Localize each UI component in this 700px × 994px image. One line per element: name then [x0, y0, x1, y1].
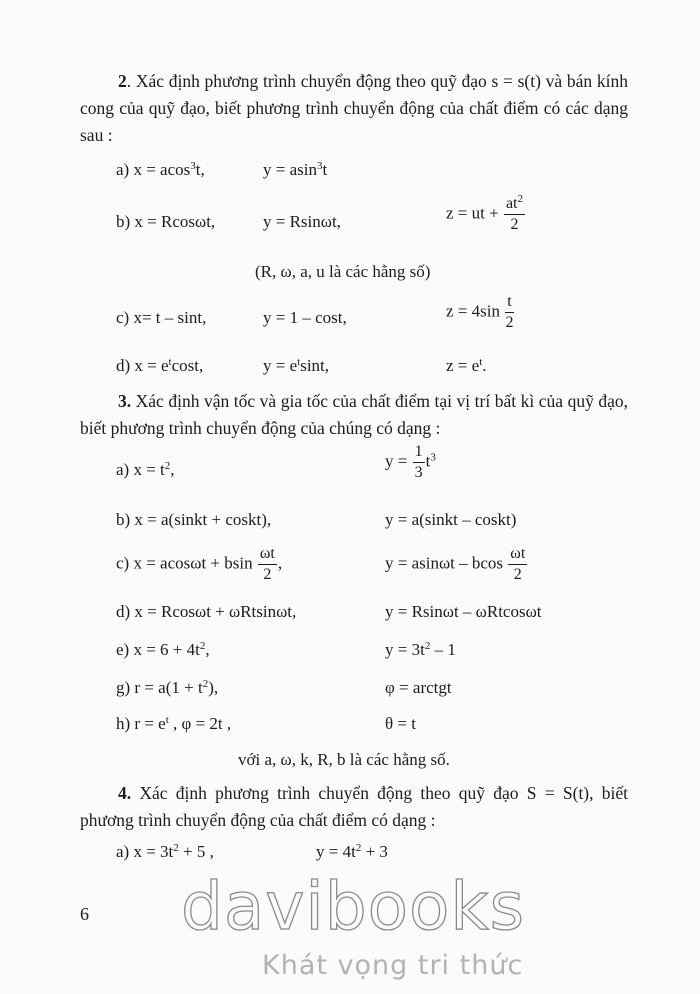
problem-2d-z: $z = e^t$. — [446, 356, 487, 375]
problem-3-number: 3. — [118, 391, 132, 411]
problem-2-statement — [80, 68, 628, 149]
problem-2-number: 2 — [118, 71, 127, 91]
problem-2c-x: c) x= t – sint, — [116, 308, 207, 327]
problem-3g-y: φ = arctgt — [385, 678, 452, 697]
problem-3a-x: a) $x = t^2$, — [116, 460, 175, 479]
problem-2d-x: d) $x = e^t\cos t$, — [116, 356, 204, 375]
problem-4a-y: $y = 4t^2 + 3$ — [316, 842, 388, 861]
problem-4-text: Xác định phương trình chuyển động theo quỹ đạo S = S(t), biết phương trình chuyển động của chất điểm có dạng : — [80, 783, 628, 830]
problem-3c-y: y = asinωt – bcos $\frac{\omega t}{2}$ — [385, 545, 526, 583]
fraction-t-over-2: $\frac{t}{2}$ — [505, 293, 514, 331]
problem-2b-y: y = Rsinωt, — [263, 212, 341, 231]
problem-2c-z: z = 4sin $\frac{t}{2}$ — [446, 293, 514, 331]
problem-3e-y: $y = 3t^2 - 1$ — [385, 640, 456, 659]
problem-2-text: . Xác định phương trình chuyển động theo quỹ đạo s = s(t) và bán kính cong của quỹ đạo, biết phương trình chuyển động của chất điểm có các dạng sau : — [80, 71, 628, 145]
fraction-1-over-3: $\frac{1}{3}$ — [414, 443, 423, 481]
problem-3g-x: g) $r = a(1 + t^2)$, — [116, 678, 219, 697]
problem-3h-y: θ = t — [385, 714, 416, 733]
problem-2a-y: y = asin$^3$t — [263, 160, 328, 179]
problem-3h-x: h) $r = e^t$ , φ = 2t , — [116, 714, 232, 733]
problem-2c-y: y = 1 – cost, — [263, 308, 347, 327]
problem-2d-y: $y = e^t\sin t$, — [263, 356, 330, 375]
problem-3e-x: e) $x = 6 + 4t^2$, — [116, 640, 210, 659]
problem-3c-x: c) x = acosωt + bsin $\frac{\omega t}{2}$ , — [116, 545, 283, 583]
problem-3-text: Xác định vận tốc và gia tốc của chất điểm tại vị trí bất kì của quỹ đạo, biết phương trình chuyển động của chúng có dạng : — [80, 391, 628, 438]
fraction-at2-over-2: $\frac{at^2}{2}$ — [505, 193, 523, 233]
problem-2b-z: z = ut + $\frac{at^2}{2}$ — [446, 193, 523, 233]
problem-3b-y: y = a(sinkt – coskt) — [385, 510, 517, 529]
problem-2b-x: b) x = Rcosωt, — [116, 212, 216, 231]
problem-4a-x: a) $x = 3t^2 + 5$ , — [116, 842, 214, 861]
problem-3a-y: y = $\frac{1}{3}$ $t^3$ — [385, 443, 436, 481]
fraction-omega-t-over-2: $\frac{\omega t}{2}$ — [510, 545, 526, 583]
watermark-slogan: Khát vọng tri thức — [262, 950, 524, 981]
problem-3d-y: y = Rsinωt – ωRtcosωt — [385, 602, 542, 621]
problem-3d-x: d) x = Rcosωt + ωRtsinωt, — [116, 602, 297, 621]
problem-3-constants-note: với a, ω, k, R, b là các hằng số. — [238, 750, 450, 769]
problem-2a-x: a) x = acos$^3$t, — [116, 160, 205, 179]
fraction-omega-t-over-2: $\frac{\omega t}{2}$ — [259, 545, 275, 583]
problem-3-statement — [80, 388, 628, 442]
problem-4-number: 4. — [118, 783, 132, 803]
watermark-brand: davibooks — [181, 868, 525, 945]
problem-4-statement — [80, 780, 628, 834]
problem-2-constants-note: (R, ω, a, u là các hằng số) — [255, 262, 431, 281]
problem-3b-x: b) x = a(sinkt + coskt), — [116, 510, 272, 529]
page-number: 6 — [80, 904, 89, 924]
